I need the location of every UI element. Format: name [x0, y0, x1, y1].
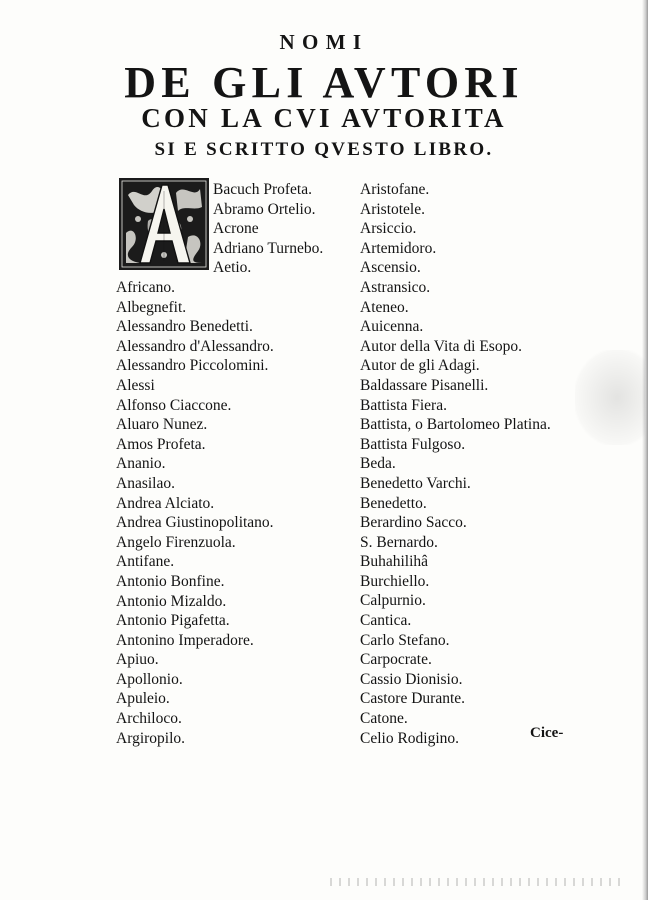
- list-item: Archiloco.: [116, 710, 182, 728]
- list-item: Berardino Sacco.: [360, 514, 467, 532]
- list-item: Burchiello.: [360, 572, 430, 590]
- list-item: Carlo Stefano.: [360, 631, 450, 649]
- list-item: Arsiccio.: [360, 220, 417, 238]
- list-item: Apuleio.: [116, 690, 170, 708]
- list-item: Abramo Ortelio.: [213, 200, 316, 218]
- list-item: Alessandro Benedetti.: [116, 318, 253, 336]
- list-item: Aetio.: [213, 259, 252, 277]
- heading-line-2: DE GLI AVTORI: [124, 58, 524, 107]
- catchword: Cice-: [530, 725, 564, 741]
- list-item: Antifane.: [116, 553, 175, 571]
- list-item: Ateneo.: [360, 298, 409, 316]
- list-item: Calpurnio.: [360, 592, 426, 610]
- list-item: Battista, o Bartolomeo Platina.: [360, 416, 551, 434]
- list-item: Antonio Bonfine.: [116, 572, 225, 590]
- list-item: Ananio.: [116, 455, 166, 473]
- list-item: Baldassare Pisanelli.: [360, 376, 489, 394]
- heading-line-1: NOMI: [279, 30, 369, 54]
- list-item: Antonio Pigafetta.: [116, 612, 230, 630]
- scan-specks: [330, 878, 620, 886]
- list-item: Aluaro Nunez.: [116, 416, 208, 434]
- author-list-left: [116, 278, 274, 748]
- ink-bleed-through: [575, 350, 645, 445]
- decorated-initial-a: [118, 177, 210, 271]
- list-item: Celio Rodigino.: [360, 729, 460, 747]
- list-item: Cassio Dionisio.: [360, 670, 463, 688]
- list-item: Castore Durante.: [360, 690, 466, 708]
- list-item: Anasilao.: [116, 474, 175, 492]
- list-item: Angelo Firenzuola.: [116, 533, 236, 551]
- list-item: Carpocrate.: [360, 651, 432, 669]
- list-item: Aristofane.: [360, 181, 430, 198]
- list-item: Auicenna.: [360, 318, 424, 336]
- list-item: Buhahilihâ: [360, 553, 429, 571]
- list-item: Amos Profeta.: [116, 435, 206, 453]
- list-item: Alfonso Ciaccone.: [116, 396, 232, 414]
- list-item: Apollonio.: [116, 670, 183, 688]
- list-item: S. Bernardo.: [360, 533, 438, 551]
- list-item: Antonio Mizaldo.: [116, 592, 227, 610]
- list-item: Alessi: [116, 376, 155, 394]
- page-edge-shadow: [642, 0, 648, 900]
- list-item: Artemidoro.: [360, 239, 437, 257]
- heading-line-4: SI E SCRITTO QVESTO LIBRO.: [154, 139, 494, 160]
- list-item: Aristotele.: [360, 200, 425, 218]
- author-list-left-top: [213, 180, 323, 278]
- list-item: Adriano Turnebo.: [213, 239, 324, 257]
- list-item: Benedetto.: [360, 494, 427, 512]
- list-item: Ascensio.: [360, 259, 421, 277]
- author-list-right: [360, 180, 551, 748]
- list-item: Argiropilo.: [116, 729, 186, 747]
- list-item: Catone.: [360, 710, 408, 728]
- list-item: Bacuch Profeta.: [213, 181, 312, 198]
- list-item: Astransico.: [360, 278, 431, 296]
- list-item: Alessandro d'Alessandro.: [116, 337, 274, 355]
- list-item: Battista Fulgoso.: [360, 435, 466, 453]
- list-item: Battista Fiera.: [360, 396, 447, 414]
- list-item: Cantica.: [360, 612, 412, 630]
- list-item: Alessandro Piccolomini.: [116, 357, 269, 375]
- list-item: Andrea Alciato.: [116, 494, 215, 512]
- list-item: Autor de gli Adagi.: [360, 357, 480, 375]
- list-item: Acrone: [213, 220, 259, 238]
- list-item: Beda.: [360, 455, 396, 473]
- list-item: Apiuo.: [116, 651, 159, 669]
- list-item: Antonino Imperadore.: [116, 631, 254, 649]
- list-item: Albegnefit.: [116, 298, 187, 316]
- heading-line-3: CON LA CVI AVTORITA: [141, 103, 507, 133]
- list-item: Andrea Giustinopolitano.: [116, 514, 274, 532]
- list-item: Africano.: [116, 279, 175, 296]
- list-item: Benedetto Varchi.: [360, 474, 471, 492]
- list-item: Autor della Vita di Esopo.: [360, 337, 522, 355]
